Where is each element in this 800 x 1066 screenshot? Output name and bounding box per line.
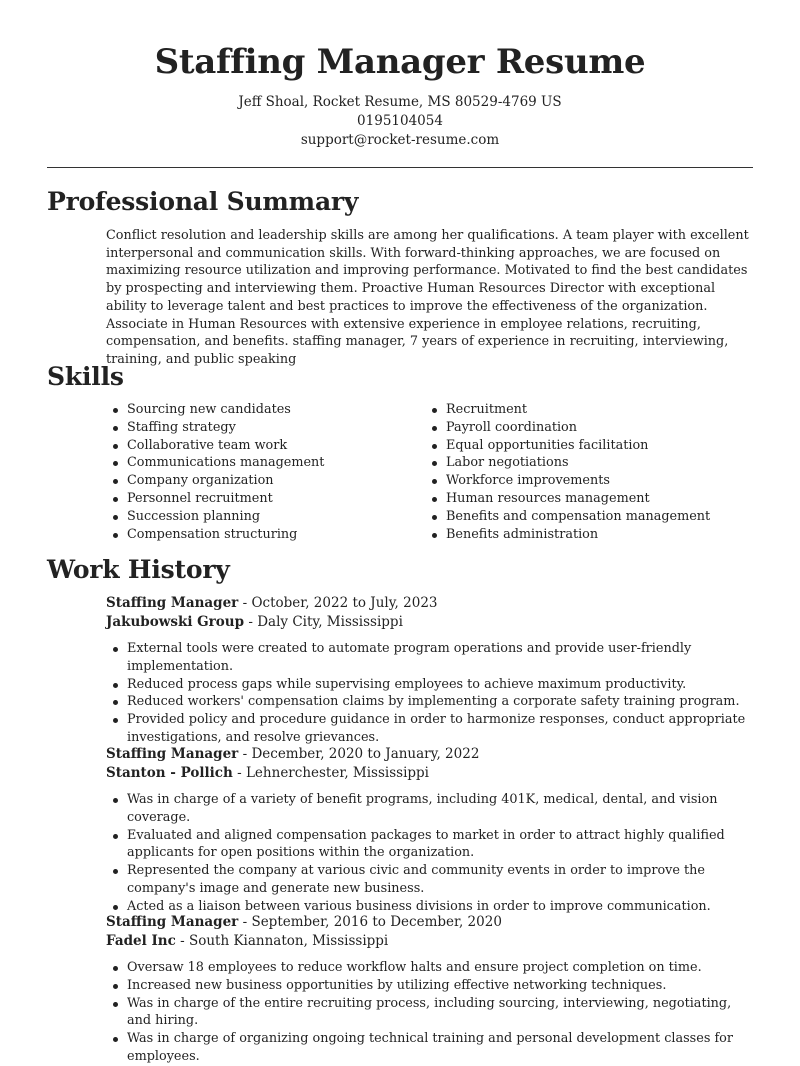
job-dates: - December, 2020 to January, 2022 — [238, 746, 480, 762]
duty-item: Increased new business opportunities by utilizing effective networking techniques. — [106, 977, 756, 995]
job-role: Staffing Manager — [106, 914, 239, 930]
skill-item: Workforce improvements — [425, 472, 745, 490]
duty-item: Provided policy and procedure guidance in order to harmonize responses, conduct appropriate investigations, and resolve grievances. — [106, 711, 756, 747]
job-role-line — [106, 594, 438, 613]
skills-heading: Skills — [47, 362, 124, 391]
job-company-line — [106, 764, 429, 783]
skill-item: Communications management — [106, 454, 406, 472]
job-role: Staffing Manager — [106, 595, 239, 611]
summary-heading: Professional Summary — [47, 187, 359, 216]
skill-item: Compensation structuring — [106, 526, 406, 544]
header-divider — [47, 167, 753, 168]
skills-list-left — [106, 401, 406, 543]
job-duties — [106, 959, 756, 1066]
skill-item: Benefits and compensation management — [425, 508, 745, 526]
skill-item: Succession planning — [106, 508, 406, 526]
duty-item: External tools were created to automate program operations and provide user-friendly implementation. — [106, 640, 756, 676]
skill-item: Staffing strategy — [106, 419, 406, 437]
duty-item: Acted as a liaison between various business divisions in order to improve communication. — [106, 898, 756, 916]
contact-phone: 0195104054 — [357, 113, 443, 129]
skill-item: Labor negotiations — [425, 454, 745, 472]
resume-title: Staffing Manager Resume — [154, 42, 646, 82]
job-role-line — [106, 913, 502, 932]
skill-item: Collaborative team work — [106, 437, 406, 455]
duty-item: Oversaw 18 employees to reduce workflow halts and ensure project completion on time. — [106, 959, 756, 977]
skill-item: Sourcing new candidates — [106, 401, 406, 419]
duty-item: Reduced workers' compensation claims by implementing a corporate safety training program. — [106, 693, 756, 711]
job-dates: - October, 2022 to July, 2023 — [238, 595, 438, 611]
duty-item: Was in charge of the entire recruiting process, including sourcing, interviewing, negotiating, and hiring. — [106, 995, 756, 1031]
job-role-line — [106, 745, 479, 764]
duty-item: Evaluated and aligned compensation packages to market in order to attract highly qualified applicants for open positions within the organization. — [106, 827, 756, 863]
skill-item: Human resources management — [425, 490, 745, 508]
skill-item: Company organization — [106, 472, 406, 490]
job-dates: - September, 2016 to December, 2020 — [238, 914, 502, 930]
skills-list-right — [425, 401, 745, 543]
skill-item: Personnel recruitment — [106, 490, 406, 508]
duty-item: Represented the company at various civic and community events in order to improve the company's image and generate new business. — [106, 862, 756, 898]
contact-address: Jeff Shoal, Rocket Resume, MS 80529-4769 US — [238, 94, 562, 110]
duty-item: Was in charge of organizing ongoing technical training and personal development classes for employees. — [106, 1030, 756, 1066]
job-location: - Daly City, Mississippi — [244, 614, 403, 630]
job-duties — [106, 640, 756, 747]
skill-item: Payroll coordination — [425, 419, 745, 437]
job-company: Stanton - Pollich — [106, 765, 233, 781]
work-history-heading: Work History — [47, 555, 230, 584]
skill-item: Recruitment — [425, 401, 745, 419]
job-role: Staffing Manager — [106, 746, 239, 762]
job-company-line — [106, 932, 388, 951]
summary-text: Conflict resolution and leadership skills are among her qualifications. A team player with excellent interpersonal and communication skills. With forward-thinking approaches, we are focused on maximizing resource utilization and improving performance. Motivated to find the best candidates by prospecting and interviewing them. Proactive Human Resources Director with exceptional ability to leverage talent and best practices to improve the effectiveness of the organization. Associate in Human Resources with extensive experience in employee relations, recruiting, compensation, and benefits. staffing manager, 7 years of experience in recruiting, interviewing, training, and public speaking — [106, 228, 749, 367]
job-company-line — [106, 613, 403, 632]
job-location: - Lehnerchester, Mississippi — [232, 765, 429, 781]
job-location: - South Kiannaton, Mississippi — [175, 933, 389, 949]
contact-email: support@rocket-resume.com — [300, 132, 500, 148]
skill-item: Equal opportunities facilitation — [425, 437, 745, 455]
duty-item: Was in charge of a variety of benefit programs, including 401K, medical, dental, and vision coverage. — [106, 791, 756, 827]
job-company: Fadel Inc — [106, 933, 176, 949]
duty-item: Reduced process gaps while supervising employees to achieve maximum productivity. — [106, 676, 756, 694]
skill-item: Benefits administration — [425, 526, 745, 544]
job-company: Jakubowski Group — [106, 614, 245, 630]
job-duties — [106, 791, 756, 916]
